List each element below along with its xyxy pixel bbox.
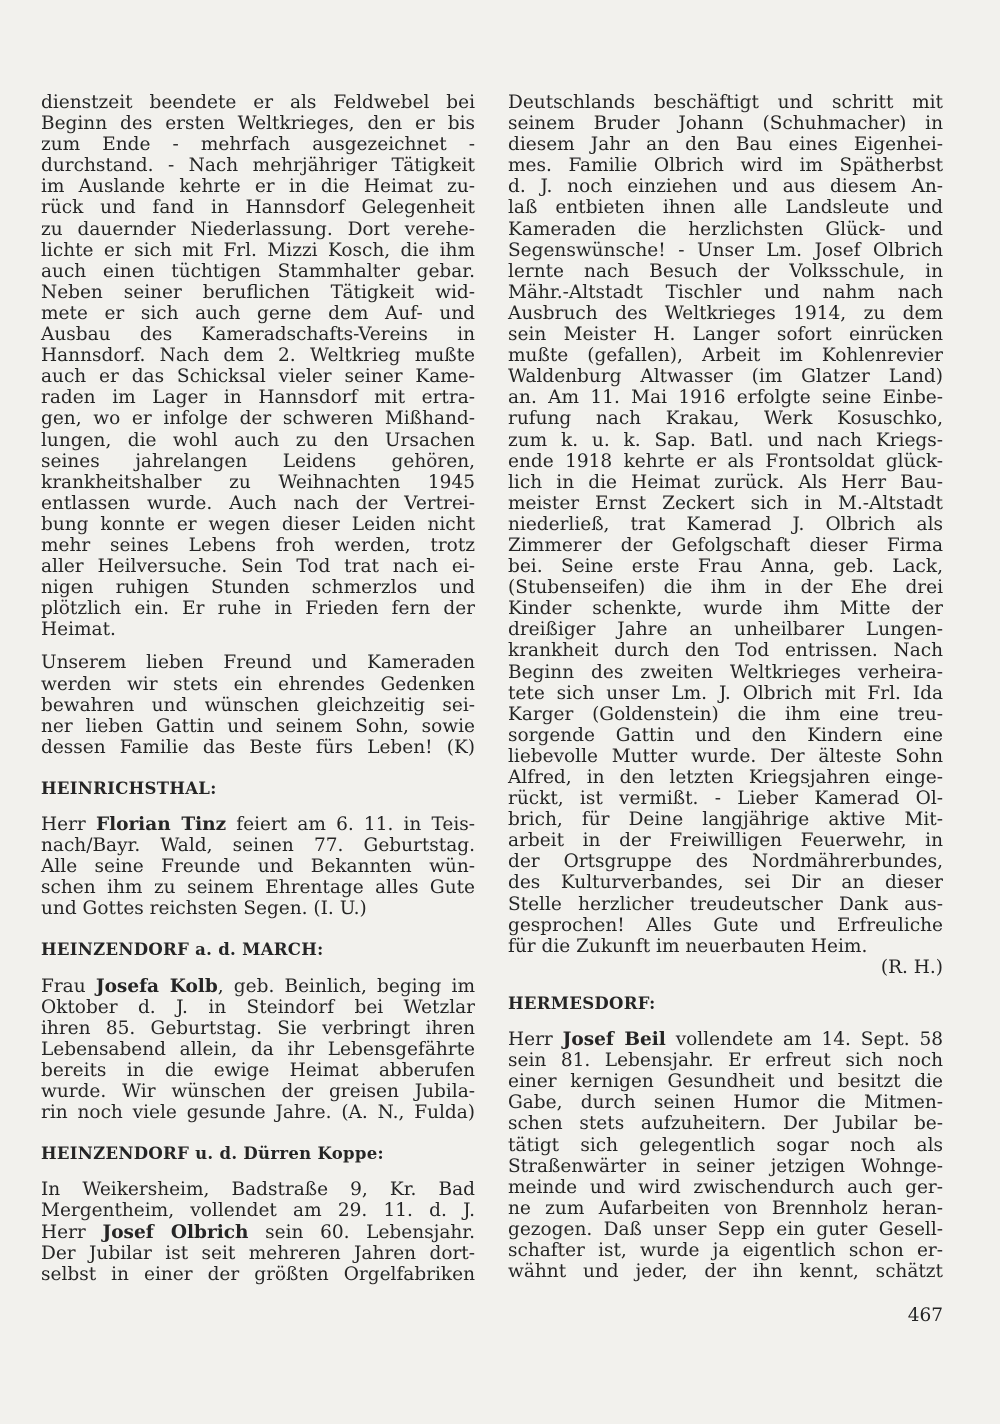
text-line: nach/Bayr. Wald, seinen 77. Geburtstag. [41, 835, 475, 857]
left-column [41, 92, 475, 1285]
text-line: Deutschlands beschäftigt und schritt mit [508, 92, 943, 113]
text-line: Ausbau des Kameradschafts-Vereins in [41, 324, 475, 346]
text-line: sein 81. Lebensjahr. Er erfreut sich noch [508, 1050, 943, 1072]
text-line: für die Zukunft im neuerbauten Heim. [508, 935, 868, 957]
person-name: Josef Olbrich [102, 1221, 249, 1243]
text-line: auch er das Schicksal vieler seiner Kame- [41, 366, 475, 388]
paragraph-heinrichsthal [41, 814, 475, 919]
line-text: vollendete am 14. Sept. 58 [665, 1029, 943, 1051]
text-line [41, 976, 475, 997]
line-text: , geb. Beinlich, beging im [217, 975, 475, 997]
text-line: raden im Lager in Hannsdorf mit ertra- [41, 387, 475, 409]
text-line: schen stets aufzuheitern. Der Jubilar be- [508, 1113, 943, 1135]
person-name: Josef Beil [562, 1029, 666, 1051]
text-line: ner lieben Gattin und seinem Sohn, sowie [41, 715, 475, 737]
text-line: gezogen. Daß unser Sepp ein guter Gesell- [508, 1218, 943, 1240]
text-line: Waldenburg Altwasser (im Glatzer Land) [508, 366, 943, 388]
right-column [508, 92, 943, 1282]
text-line: Heimat. [41, 619, 116, 641]
text-line: seines jahrelangen Leidens gehören, [41, 450, 475, 472]
text-line: gen, wo er infolge der schweren Mißhand- [41, 408, 475, 430]
text-line: durchstand. - Nach mehrjähriger Tätigkeit [41, 155, 475, 177]
text-line: Mähr.-Altstadt Tischler und nahm nach [508, 281, 943, 303]
line-text: Herr [41, 1221, 103, 1243]
text-line: bung konnte er wegen dieser Leiden nicht [41, 513, 475, 535]
text-line: bei. Seine erste Frau Anna, geb. Lack, [508, 556, 943, 578]
text-line: mußte (gefallen), Arbeit im Kohlenrevier [508, 345, 943, 367]
text-line: schafter ist, wurde ja eigentlich schon er- [508, 1239, 943, 1261]
text-line: lich in die Heimat zurück. Als Herr Bau- [508, 471, 943, 493]
text-line: meister Ernst Zeckert sich in M.-Altstadt [508, 492, 943, 514]
text-line: Kameraden die herzlichsten Glück- und [508, 218, 943, 240]
line-text: Herr [508, 1029, 563, 1051]
text-line: einer kernigen Gesundheit und besitzt die [508, 1071, 943, 1093]
paragraph-hermesdorf [508, 1029, 943, 1282]
text-line: mes. Familie Olbrich wird im Spätherbst [508, 155, 943, 177]
text-line: mete er sich auch gerne dem Auf- und [41, 302, 475, 324]
text-line: (Stubenseifen) die ihm in der Ehe drei [508, 577, 943, 599]
section-heading-heinzendorf-march: HEINZENDORF a. d. MARCH: [41, 940, 324, 960]
section-heading-hermesdorf: HERMESDORF: [508, 993, 656, 1013]
text-line: arbeit in der Freiwilligen Feuerwehr, in [508, 830, 943, 852]
paragraph-olbrich-continued [508, 92, 943, 978]
text-line: seinem Bruder Johann (Schuhmacher) in [508, 113, 943, 135]
text-line: wurde. Wir wünschen der greisen Jubila- [41, 1081, 475, 1103]
text-line: zu dauernder Niederlassung. Dort verehe- [41, 218, 475, 240]
text-line: rufung nach Krakau, Werk Kosuschko, [508, 408, 943, 430]
text-line: selbst in einer der größten Orgelfabriken [41, 1263, 475, 1285]
text-line: Zimmerer der Gefolgschaft dieser Firma [508, 534, 943, 556]
text-line: zum Ende - mehrfach ausgezeichnet - [41, 134, 475, 156]
text-line: brich, für Deine langjährige aktive Mit- [508, 809, 943, 831]
section-heading-heinzendorf-koppe: HEINZENDORF u. d. Dürren Koppe: [41, 1144, 384, 1164]
text-line: Ausbruch des Weltkrieges 1914, zu dem [508, 302, 943, 324]
text-line: In Weikersheim, Badstraße 9, Kr. Bad [41, 1179, 475, 1201]
text-line: dreißiger Jahre an unheilbarer Lungen- [508, 619, 943, 641]
text-line: Karger (Goldenstein) die ihm eine treu- [508, 703, 943, 725]
text-line: wähnt und jeder, der ihn kennt, schätzt [508, 1261, 943, 1283]
text-line: dessen Familie das Beste fürs Leben! (K) [41, 736, 475, 758]
text-line: Beginn des ersten Weltkrieges, den er bis [41, 113, 475, 135]
page-number: 467 [907, 1305, 943, 1326]
text-line: diesem Jahr an den Bau eines Eigenhei- [508, 134, 943, 156]
text-line: plötzlich ein. Er ruhe in Frieden fern der [41, 598, 475, 620]
section-heading-heinrichsthal: HEINRICHSTHAL: [41, 778, 217, 798]
text-line: rück und fand in Hannsdorf Gelegenheit [41, 197, 475, 219]
text-line [41, 814, 475, 835]
text-line: zum k. u. k. Sap. Batl. und nach Kriegs- [508, 429, 943, 451]
text-line: an. Am 11. Mai 1916 erfolgte seine Einbe- [508, 387, 943, 409]
text-line: laß entbieten ihnen alle Landsleute und [508, 197, 943, 219]
line-text: feiert am 6. 11. in Teis- [226, 814, 475, 835]
text-line: im Auslande kehrte er in die Heimat zu- [41, 176, 475, 198]
text-line: gesprochen! Alles Gute und Erfreuliche [508, 914, 943, 936]
text-line: nigen ruhigen Stunden schmerzlos und [41, 577, 475, 599]
text-line: dienstzeit beendete er als Feldwebel bei [41, 92, 475, 113]
text-line: sorgende Gattin und den Kindern eine [508, 724, 943, 746]
text-line: Neben seiner beruflichen Tätigkeit wid- [41, 281, 475, 303]
text-line: liebevolle Mutter wurde. Der älteste Sohn [508, 745, 943, 767]
text-line: tätigt sich gelegentlich sogar noch als [508, 1134, 943, 1156]
text-line: schen ihm zu seinem Ehrentage alles Gute [41, 877, 475, 899]
line-text: sein 60. Lebensjahr. [248, 1221, 475, 1243]
text-line: krankheit durch den Tod entrissen. Nach [508, 640, 943, 662]
text-line: d. J. noch einziehen und aus diesem An- [508, 176, 943, 198]
text-line: krankheitshalber zu Weihnachten 1945 [41, 471, 475, 493]
text-line: Stelle herzlicher treudeutscher Dank aus- [508, 893, 943, 915]
paragraph-heinzendorf-koppe [41, 1179, 475, 1284]
text-line: des Kulturverbandes, sei Dir an dieser [508, 872, 943, 894]
text-line [508, 1029, 943, 1050]
text-line: Lebensabend allein, da ihr Lebensgefährte [41, 1038, 475, 1060]
text-line: Segenswünsche! - Unser Lm. Josef Olbrich [508, 239, 943, 261]
text-line: entlassen wurde. Auch nach der Vertrei- [41, 492, 475, 514]
text-line: Alle seine Freunde und Bekannten wün- [41, 856, 475, 878]
text-line: tete sich unser Lm. J. Olbrich mit Frl. Ida [508, 682, 943, 704]
text-line: werden wir stets ein ehrendes Gedenken [41, 673, 475, 695]
text-line: aller Heilversuche. Sein Tod trat nach ei- [41, 556, 475, 578]
text-line: rin noch viele gesunde Jahre. (A. N., Fulda) [41, 1102, 475, 1124]
text-line: Gabe, durch seinen Humor die Mitmen- [508, 1092, 943, 1114]
text-line: Hannsdorf. Nach dem 2. Weltkrieg mußte [41, 345, 475, 367]
person-name: Florian Tinz [95, 814, 227, 835]
text-line: und Gottes reichsten Segen. (I. U.) [41, 898, 367, 920]
text-line: niederließ, trat Kamerad J. Olbrich als [508, 513, 943, 535]
paragraph-heinzendorf-march [41, 976, 475, 1124]
person-name: Josefa Kolb [95, 975, 218, 997]
text-line: Unserem lieben Freund und Kameraden [41, 652, 475, 674]
text-line: mehr seines Lebens froh werden, trotz [41, 534, 475, 556]
author-signature: (R. H.) [880, 956, 943, 978]
line-text: Herr [41, 814, 96, 835]
line-text: Frau [41, 975, 96, 997]
paragraph-memorial [41, 652, 475, 757]
text-line: ende 1918 kehrte er als Frontsoldat glück- [508, 450, 943, 472]
text-line: Der Jubilar ist seit mehreren Jahren dort- [41, 1242, 475, 1264]
text-line: ihren 85. Geburtstag. Sie verbringt ihren [41, 1017, 475, 1039]
text-line: lernte nach Besuch der Volksschule, in [508, 260, 943, 282]
text-line: lungen, die wohl auch zu den Ursachen [41, 429, 475, 451]
text-line: Kinder schenkte, wurde ihm Mitte der [508, 598, 943, 620]
text-line: Straßenwärter in seiner jetzigen Wohnge- [508, 1155, 943, 1177]
text-line: Oktober d. J. in Steindorf bei Wetzlar [41, 996, 475, 1018]
text-line: Alfred, in den letzten Kriegsjahren einge- [508, 767, 943, 788]
text-line: ne zum Aufarbeiten von Brennholz heran- [508, 1197, 943, 1219]
text-line: rückt, ist vermißt. - Lieber Kamerad Ol- [508, 788, 943, 810]
paragraph-obituary-end [41, 92, 475, 640]
text-line: bereits in die ewige Heimat abberufen [41, 1059, 475, 1081]
text-line: meinde und wird zwischendurch auch ger- [508, 1176, 943, 1198]
text-line [41, 1222, 475, 1243]
text-line: Mergentheim, vollendet am 29. 11. d. J. [41, 1200, 475, 1222]
text-line: lichte er sich mit Frl. Mizzi Kosch, die ihm [41, 239, 475, 261]
text-line: auch einen tüchtigen Stammhalter gebar. [41, 260, 475, 282]
text-line: sein Meister H. Langer sofort einrücken [508, 324, 943, 346]
text-line: Beginn des zweiten Weltkrieges verheira- [508, 661, 943, 683]
text-line: bewahren und wünschen gleichzeitig sei- [41, 694, 475, 716]
text-line: der Ortsgruppe des Nordmährerbundes, [508, 851, 943, 873]
